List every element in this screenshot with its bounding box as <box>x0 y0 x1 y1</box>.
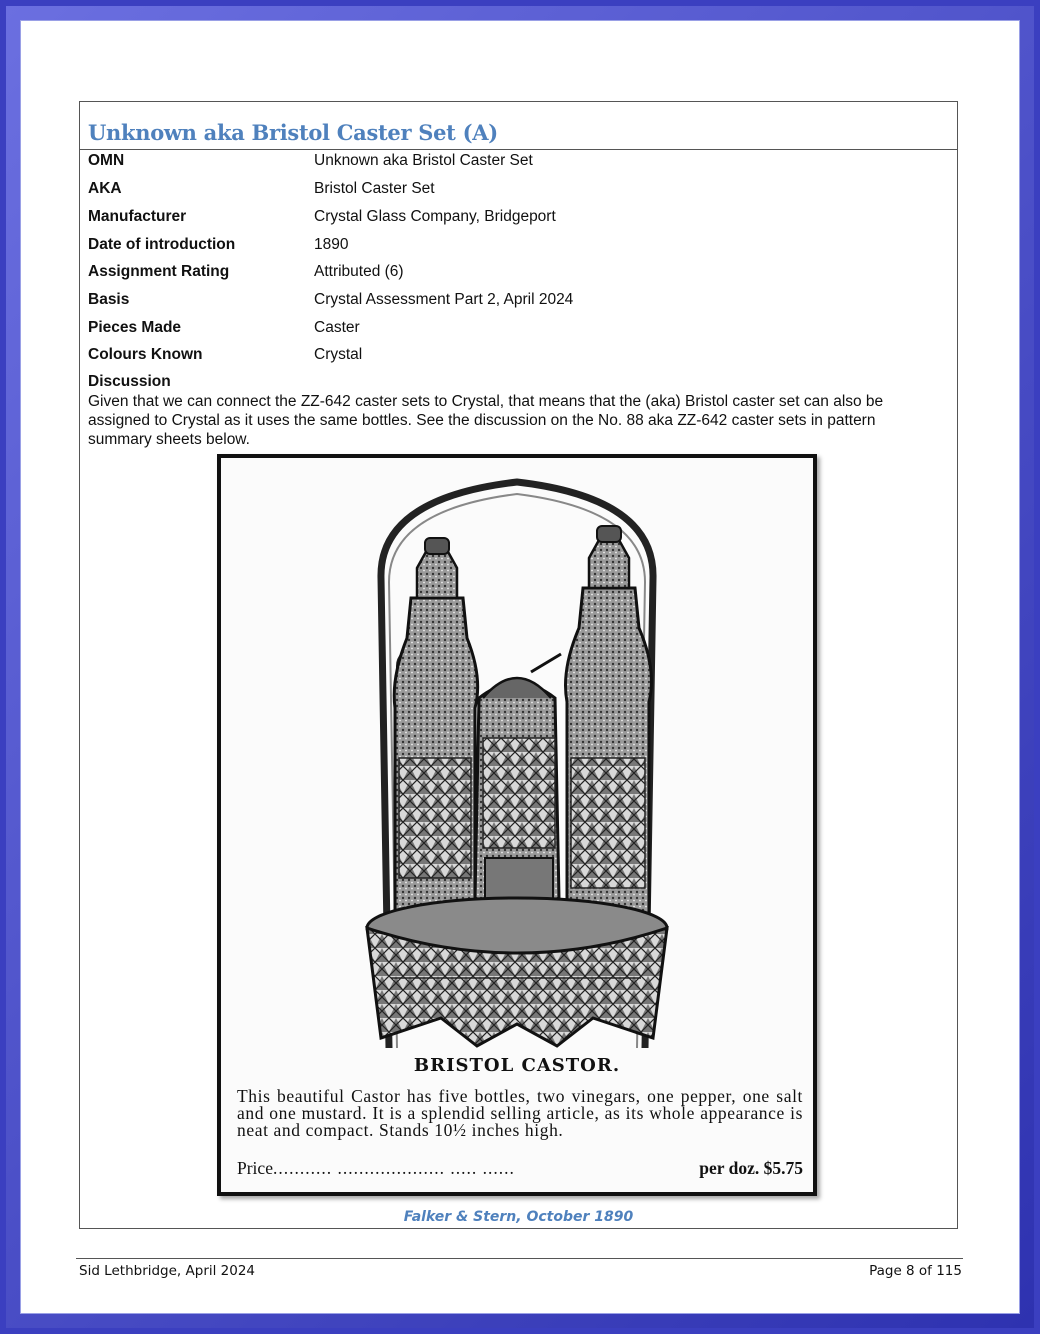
field-label: AKA <box>88 180 122 197</box>
footer-author: Sid Lethbridge, April 2024 <box>79 1263 256 1279</box>
catalog-illustration <box>217 454 817 1196</box>
field-value: Crystal <box>314 346 363 363</box>
price-value: per doz. $5.75 <box>699 1158 803 1178</box>
illustration-description: This beautiful Castor has five bottles, two vinegars, one pepper, one salt and one mustard. It is a splendid selling article, as its whole appearance is neat and compact. Stands 10½ inches high. <box>237 1086 803 1140</box>
footer-divider <box>76 1258 963 1259</box>
field-value: Unknown aka Bristol Caster Set <box>314 152 533 169</box>
field-label: Assignment Rating <box>88 263 230 280</box>
price-label: Price <box>237 1158 273 1178</box>
heading-divider <box>80 149 957 150</box>
field-label: Pieces Made <box>88 319 182 336</box>
field-value: Attributed (6) <box>314 263 404 280</box>
discussion-text: Given that we can connect the ZZ-642 caster sets to Crystal, that means that the (aka) Bristol caster set can also be assigned to Crystal as it uses the same bottles. See the discussion on the No. 88 aka ZZ-642 caster sets in pattern summary sheets below. <box>88 393 884 448</box>
price-leader-dots: ........... .................... ..... ...... <box>272 1158 515 1178</box>
caster-set-drawing <box>221 458 813 1050</box>
field-label: OMN <box>88 152 125 169</box>
field-value: Crystal Assessment Part 2, April 2024 <box>314 291 574 308</box>
field-label: Date of introduction <box>88 236 236 253</box>
field-label: Basis <box>88 291 130 308</box>
field-value: 1890 <box>314 236 349 253</box>
figure-caption: Falker & Stern, October 1890 <box>403 1209 634 1225</box>
illustration-title: BRISTOL CASTOR. <box>413 1055 621 1076</box>
field-label: Colours Known <box>88 346 203 363</box>
section-heading: Unknown aka Bristol Caster Set (A) <box>88 120 498 145</box>
field-value: Caster <box>314 319 360 336</box>
price-line <box>237 1158 803 1179</box>
footer-page-number: Page 8 of 115 <box>869 1263 962 1279</box>
pattern-summary-box <box>79 101 958 1229</box>
document-page <box>20 20 1020 1314</box>
field-value: Crystal Glass Company, Bridgeport <box>314 208 556 225</box>
discussion-label: Discussion <box>88 373 171 390</box>
field-value: Bristol Caster Set <box>314 180 435 197</box>
field-label: Manufacturer <box>88 208 187 225</box>
